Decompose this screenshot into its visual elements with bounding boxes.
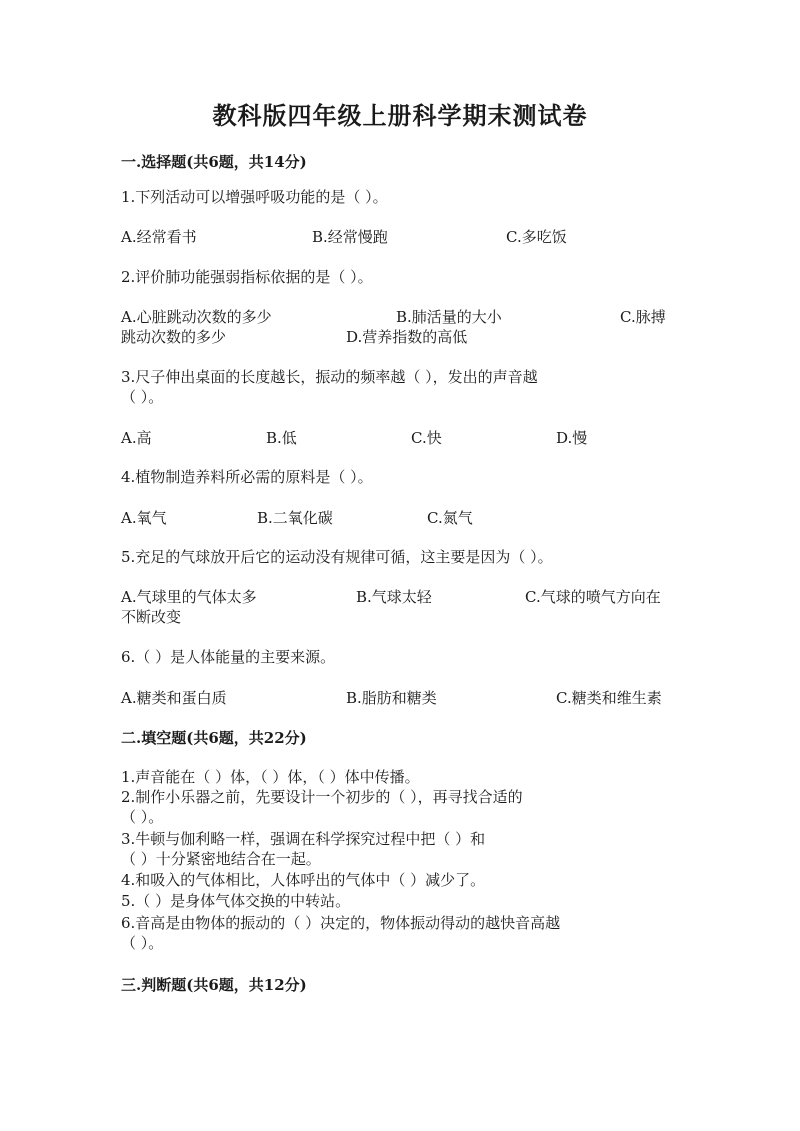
question-3-stem-continued: （ ）。 <box>121 388 164 406</box>
question-3-option-b: B.低 <box>266 429 297 447</box>
question-5-stem: 5.充足的气球放开后它的运动没有规律可循，这主要是因为（ ）。 <box>121 548 553 566</box>
question-4-option-b: B.二氧化碳 <box>257 509 333 527</box>
question-1-option-c: C.多吃饭 <box>506 228 567 246</box>
fill-question-6: 6.音高是由物体的振动的（ ）决定的，物体振动得动的越快音高越 <box>121 914 561 932</box>
question-4-option-c: C.氮气 <box>427 509 473 527</box>
question-3-option-c: C.快 <box>411 429 442 447</box>
question-4-option-a: A.氧气 <box>121 509 167 527</box>
question-6-stem: 6.（ ）是人体能量的主要来源。 <box>121 648 336 666</box>
question-3-stem: 3.尺子伸出桌面的长度越长，振动的频率越（ ），发出的声音越 <box>121 368 538 386</box>
question-2-option-c: C.脉搏 <box>620 308 666 326</box>
question-2-stem: 2.评价肺功能强弱指标依据的是（ ）。 <box>121 268 373 286</box>
question-3-option-d: D.慢 <box>556 429 588 447</box>
fill-question-3-continued: （ ）十分紧密地结合在一起。 <box>121 850 321 868</box>
question-5-option-a: A.气球里的气体太多 <box>121 588 257 606</box>
question-6-option-b: B.脂肪和糖类 <box>346 689 437 707</box>
question-1-option-a: A.经常看书 <box>121 228 197 246</box>
question-2-option-a: A.心脏跳动次数的多少 <box>121 308 272 326</box>
question-2-option-d: D.营养指数的高低 <box>346 328 468 346</box>
section-heading-choice: 一.选择题(共6题，共14分) <box>121 153 307 171</box>
section-heading-fill: 二.填空题(共6题，共22分) <box>121 729 307 747</box>
question-4-stem: 4.植物制造养料所必需的原料是（ ）。 <box>121 468 373 486</box>
fill-question-4: 4.和吸入的气体相比，人体呼出的气体中（ ）减少了。 <box>121 871 486 889</box>
exam-title: 教科版四年级上册科学期末测试卷 <box>212 101 588 130</box>
question-2-option-b: B.肺活量的大小 <box>396 308 502 326</box>
question-1-option-b: B.经常慢跑 <box>312 228 388 246</box>
question-2-option-c-continued: 跳动次数的多少 <box>121 328 227 346</box>
question-6-option-a: A.糖类和蛋白质 <box>121 689 227 707</box>
fill-question-5: 5.（ ）是身体气体交换的中转站。 <box>121 892 351 910</box>
question-5-option-b: B.气球太轻 <box>356 588 432 606</box>
fill-question-3: 3.牛顿与伽利略一样，强调在科学探究过程中把（ ）和 <box>121 830 486 848</box>
fill-question-6-continued: （ ）。 <box>121 934 164 952</box>
fill-question-2-continued: （ ）。 <box>121 808 164 826</box>
fill-question-1: 1.声音能在（ ）体，（ ）体，（ ）体中传播。 <box>121 768 420 786</box>
fill-question-2: 2.制作小乐器之前，先要设计一个初步的（ ），再寻找合适的 <box>121 788 523 806</box>
question-5-option-c-continued: 不断改变 <box>121 608 182 626</box>
question-6-option-c: C.糖类和维生素 <box>556 689 662 707</box>
question-5-option-c: C.气球的喷气方向在 <box>525 588 661 606</box>
section-heading-judge: 三.判断题(共6题，共12分) <box>121 976 307 994</box>
question-3-option-a: A.高 <box>121 429 152 447</box>
question-1-stem: 1.下列活动可以增强呼吸功能的是（ ）。 <box>121 188 388 206</box>
